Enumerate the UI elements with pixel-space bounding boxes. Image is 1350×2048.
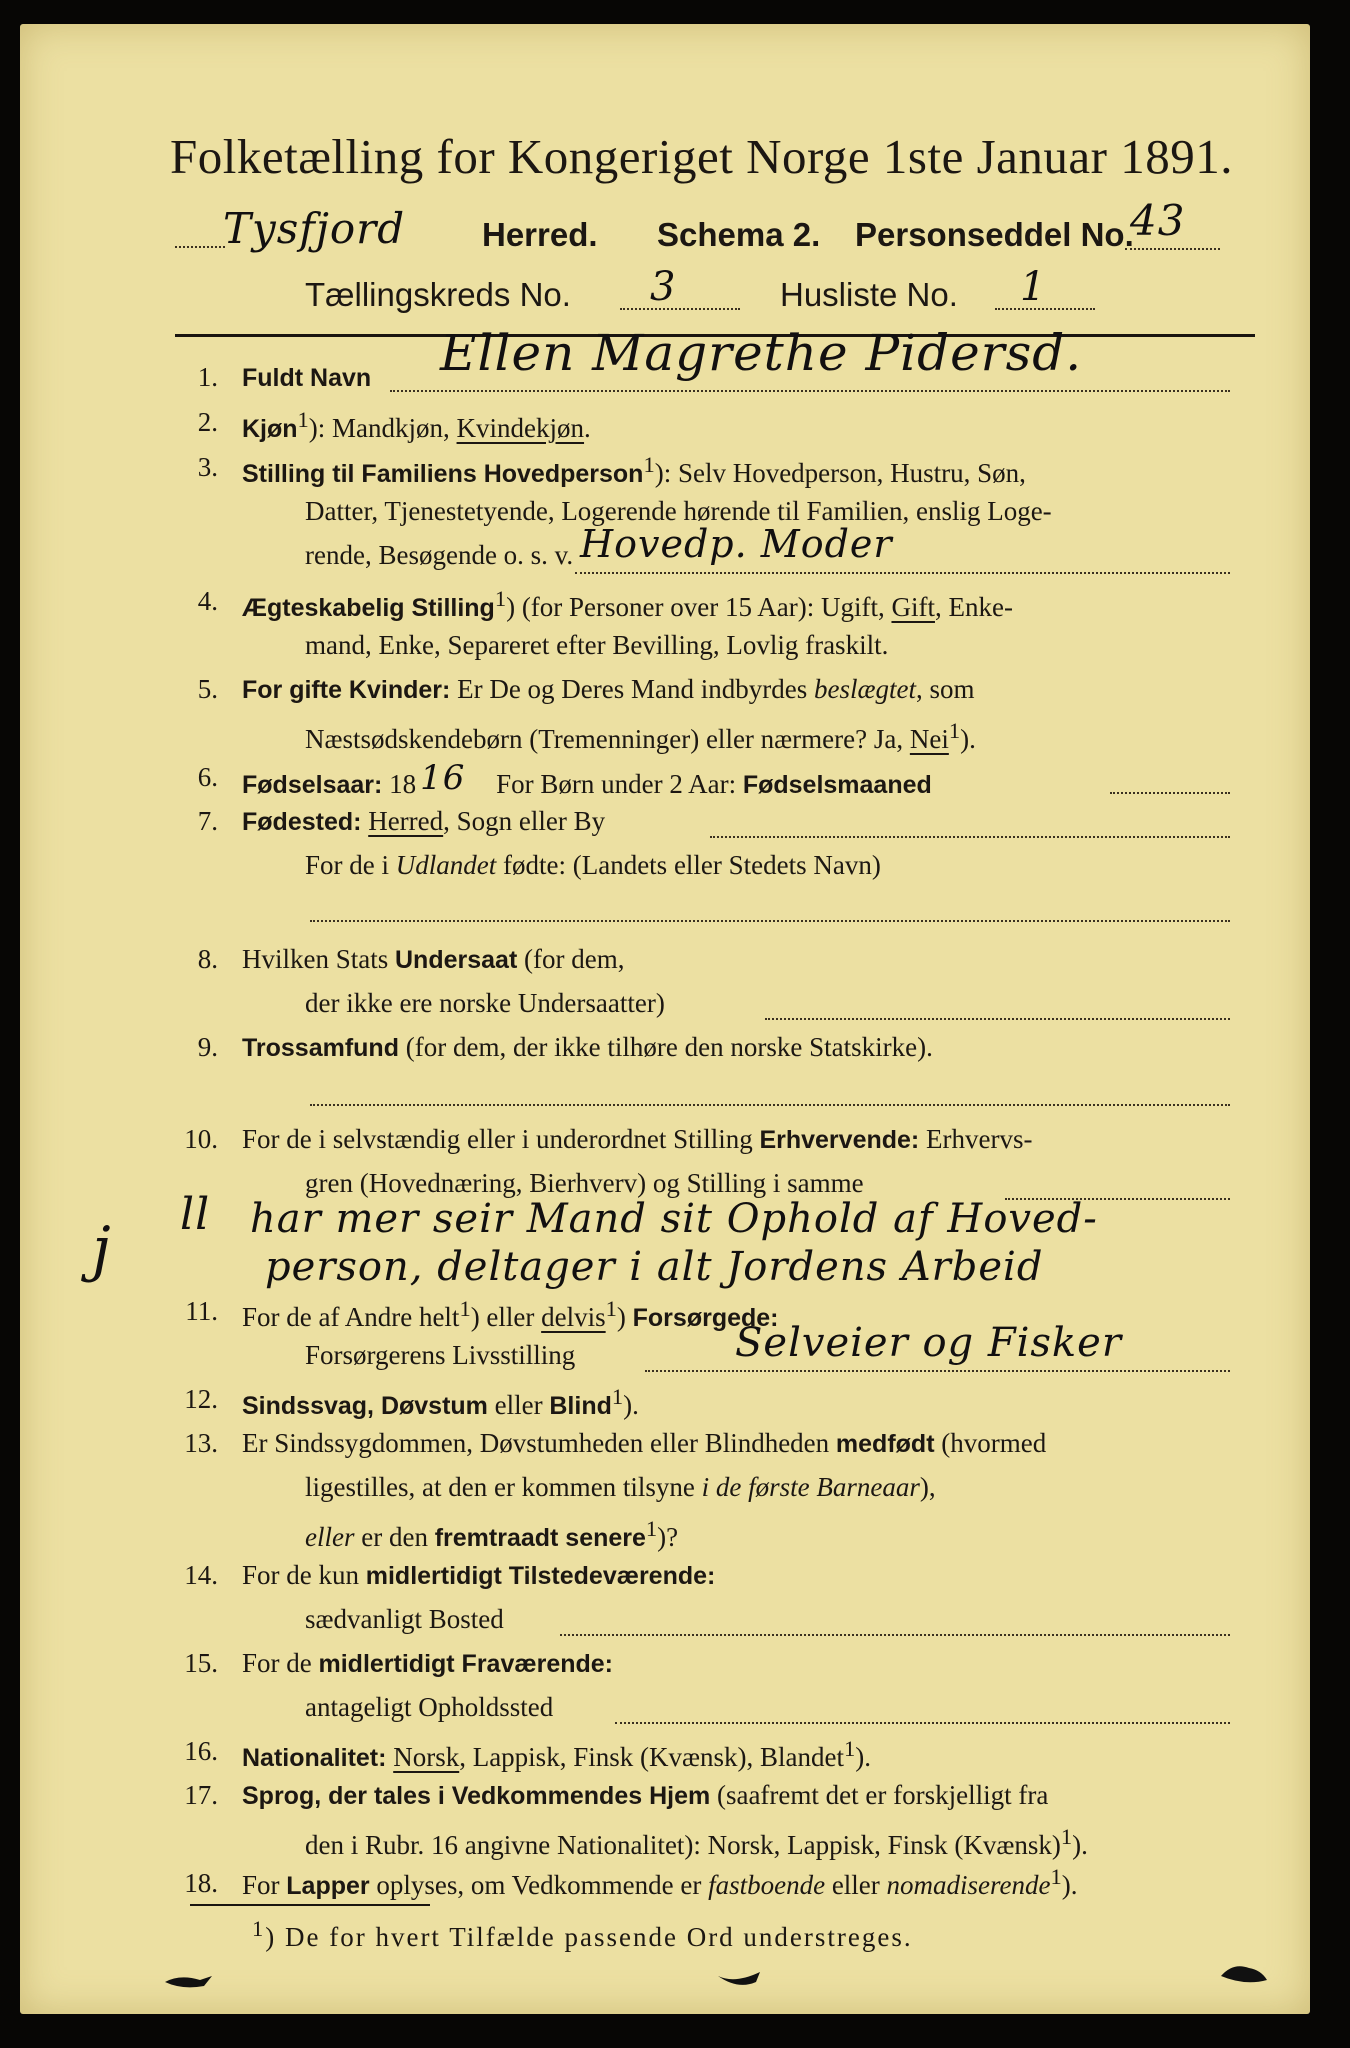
forsorger-value: Selveier og Fisker xyxy=(735,1320,1122,1366)
underlined-kvindekjon: Kvindekjøn xyxy=(456,413,585,443)
personseddel-value: 43 xyxy=(1130,196,1186,245)
item-11-line1: For de af Andre helt$^1$) eller delvis$^1$) Forsørgede: xyxy=(242,1296,779,1332)
birth-year-value: 16 xyxy=(420,758,466,798)
item-11-line2: Forsørgerens Livsstilling xyxy=(305,1340,576,1370)
item-9-line: Trossamfund (for dem, der ikke tilhøre den norske Statskirke). xyxy=(242,1032,933,1062)
item-7-line1: Fødested: Herred, Sogn eller By xyxy=(242,806,606,836)
margin-mark: j xyxy=(92,1214,112,1284)
item-18-line: For Lapper oplyses, om Vedkommende er fastboende eller nomadiserende$^1$). xyxy=(242,1864,1078,1900)
dotted-line xyxy=(710,836,1230,838)
dotted-line xyxy=(310,1104,1230,1106)
herred-label: Herred. xyxy=(482,216,598,253)
erhverv-value-line1: har mer seir Mand sit Ophold af Hoved- xyxy=(250,1196,1098,1242)
dotted-line xyxy=(1125,248,1220,250)
item-8-line1: Hvilken Stats Undersaat (for dem, xyxy=(242,944,625,974)
item-number: 16. xyxy=(184,1736,218,1766)
erhverv-value-line2: person, deltager i alt Jordens Arbeid xyxy=(265,1244,1044,1290)
dotted-line xyxy=(615,1722,1230,1724)
item-6-line: Fødselsaar: 18 16 For Børn under 2 Aar: Fødselsmaaned xyxy=(242,758,932,799)
full-name-value: Ellen Magrethe Pidersd. xyxy=(440,324,1083,382)
item-2-line: Kjøn$^1$): Mandkjøn, Kvindekjøn. xyxy=(242,407,591,443)
dotted-line xyxy=(645,1370,1230,1372)
item-number: 1. xyxy=(197,362,218,392)
item-number: 14. xyxy=(184,1560,218,1590)
item-13-line1: Er Sindssygdommen, Døvstumheden eller Blindheden medfødt (hvormed xyxy=(242,1428,1047,1458)
item-number: 9. xyxy=(197,1032,218,1062)
dotted-line xyxy=(1110,792,1230,794)
underlined-herred: Herred xyxy=(368,806,444,836)
item-14-line2: sædvanligt Bosted xyxy=(305,1604,504,1634)
item-12-line: Sindssvag, Døvstum eller Blind$^1$). xyxy=(242,1384,639,1420)
ink-blot xyxy=(710,1962,770,1992)
item-13-line3: eller er den fremtraadt senere$^1$)? xyxy=(305,1516,679,1552)
kreds-label: Tællingskreds No. xyxy=(305,276,571,313)
margin-mark: ll xyxy=(180,1189,211,1240)
item-5-line2: Næstsødskendebørn (Tremenninger) eller nærmere? Ja, Nei$^1$). xyxy=(305,718,976,754)
item-number: 3. xyxy=(197,452,218,482)
item-number: 10. xyxy=(184,1124,218,1154)
item-number: 4. xyxy=(197,586,218,616)
dotted-line xyxy=(560,1634,1230,1636)
item-16-line: Nationalitet: Norsk, Lappisk, Finsk (Kvænsk), Blandet$^1$). xyxy=(242,1736,871,1772)
underlined-gift: Gift xyxy=(891,592,935,622)
dotted-line xyxy=(995,308,1095,310)
ink-blot xyxy=(1215,1954,1275,1994)
dotted-line xyxy=(765,1018,1230,1020)
underlined-nei: Nei xyxy=(909,724,949,754)
item-3-line1: Stilling til Familiens Hovedperson$^1$): Selv Hovedperson, Hustru, Søn, xyxy=(242,452,1026,488)
item-4-line2: mand, Enke, Separeret efter Bevilling, Lovlig fraskilt. xyxy=(305,630,889,660)
item-14-line1: For de kun midlertidigt Tilstedeværende: xyxy=(242,1560,716,1590)
item-8-line2: der ikke ere norske Undersaatter) xyxy=(305,988,665,1018)
ink-blot xyxy=(160,1964,220,1994)
dotted-line xyxy=(575,572,1230,574)
item-17-line1: Sprog, der tales i Vedkommendes Hjem (saafremt det er forskjelligt fra xyxy=(242,1780,1049,1810)
dotted-line xyxy=(390,390,1230,392)
item-number: 5. xyxy=(197,674,218,704)
item-number: 17. xyxy=(184,1780,218,1810)
underlined-delvis: delvis xyxy=(541,1302,606,1332)
item-7-line2: For de i Udlandet fødte: (Landets eller Stedets Navn) xyxy=(305,850,881,880)
item-10-line1: For de i selvstændig eller i underordnet Stilling Erhvervende: Erhvervs- xyxy=(242,1124,1033,1154)
footnote-rule xyxy=(190,1904,430,1906)
stilling-value: Hovedp. Moder xyxy=(580,522,893,566)
herred-value: Tysfjord xyxy=(223,204,406,253)
form-title: Folketælling for Kongeriget Norge 1ste Januar 1891. xyxy=(170,129,1233,184)
item-number: 6. xyxy=(197,762,218,792)
item-3-line3: rende, Besøgende o. s. v. xyxy=(305,540,574,570)
husliste-value: 1 xyxy=(1020,264,1047,310)
personseddel-label: Personseddel No. xyxy=(855,216,1134,253)
item-number: 12. xyxy=(184,1384,218,1414)
husliste-label: Husliste No. xyxy=(780,276,958,313)
schema-label: Schema 2. xyxy=(657,216,821,253)
item-1-label: Fuldt Navn xyxy=(242,364,372,392)
item-13-line2: ligestilles, at den er kommen tilsyne i de første Barneaar), xyxy=(305,1472,936,1502)
item-4-line1: Ægteskabelig Stilling$^1$) (for Personer over 15 Aar): Ugift, Gift, Enke- xyxy=(242,586,1013,622)
dotted-line xyxy=(175,246,225,248)
item-10-line2: gren (Hovednæring, Bierhverv) og Stilling i samme xyxy=(305,1168,864,1198)
item-number: 18. xyxy=(184,1868,218,1898)
kreds-value: 3 xyxy=(650,264,677,310)
item-15-line1: For de midlertidigt Fraværende: xyxy=(242,1648,613,1678)
item-5-line1: For gifte Kvinder: Er De og Deres Mand indbyrdes beslægtet, som xyxy=(242,674,975,704)
underlined-norsk: Norsk xyxy=(393,1742,460,1772)
item-number: 11. xyxy=(185,1296,218,1326)
dotted-line xyxy=(620,308,740,310)
item-17-line2: den i Rubr. 16 angivne Nationalitet): Norsk, Lappisk, Finsk (Kvænsk)$^1$). xyxy=(305,1824,1088,1860)
item-15-line2: antageligt Opholdssted xyxy=(305,1692,554,1722)
item-3-line2: Datter, Tjenestetyende, Logerende hørende til Familien, enslig Loge- xyxy=(305,496,1052,526)
item-number: 2. xyxy=(197,407,218,437)
item-number: 7. xyxy=(197,806,218,836)
dotted-line xyxy=(310,920,1230,922)
census-form-page xyxy=(20,24,1310,2014)
item-number: 13. xyxy=(184,1428,218,1458)
footnote: $^1$) De for hvert Tilfælde passende Ord understreges. xyxy=(252,1916,913,1952)
item-number: 8. xyxy=(197,944,218,974)
item-number: 15. xyxy=(184,1648,218,1678)
